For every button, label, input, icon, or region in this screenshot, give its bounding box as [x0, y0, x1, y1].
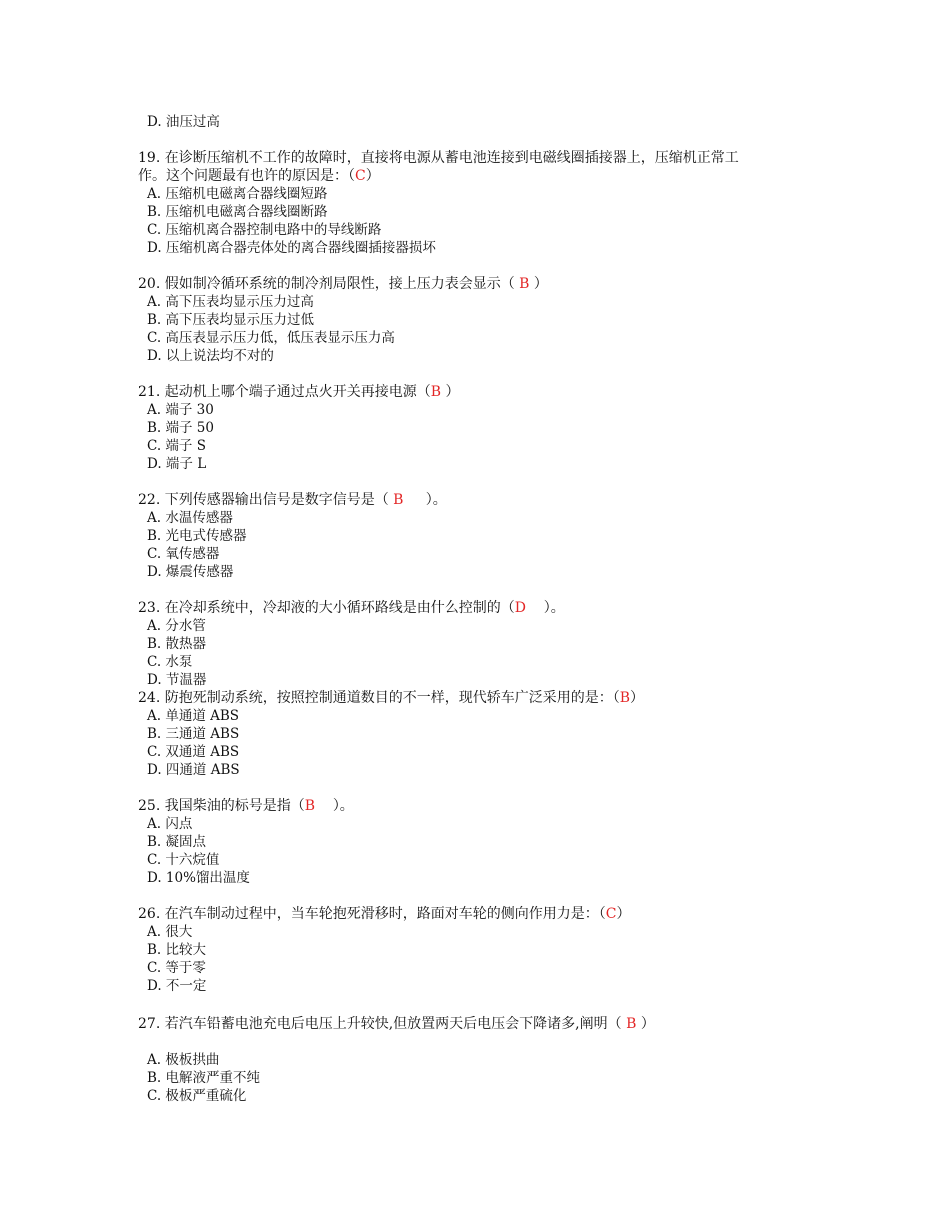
option-q21-d: D. 端子 L	[147, 456, 207, 472]
option-q24-c: C. 双通道 ABS	[147, 744, 240, 760]
option-q22-a: A. 水温传感器	[147, 510, 233, 526]
option-q19-a: A. 压缩机电磁离合器线圈短路	[147, 186, 328, 202]
option-q25-d: D. 10%馏出温度	[147, 870, 250, 886]
stem-close: ）。	[425, 492, 447, 508]
question-stem: 23. 在冷却系统中，冷却液的大小循环路线是由什么控制的（	[138, 600, 515, 616]
answer-q22: B	[388, 492, 426, 508]
option-q23-a: A. 分水管	[147, 618, 206, 634]
answer-q21: B	[430, 384, 442, 400]
option-q18-d: D. 油压过高	[147, 114, 220, 130]
stem-close: ）	[616, 906, 631, 922]
question-19-line2	[138, 167, 380, 185]
option-q20-c: C. 高压表显示压力低，低压表显示压力高	[147, 330, 395, 346]
answer-q24: B	[619, 690, 631, 706]
question-stem: 24. 防抱死制动系统，按照控制通道数目的不一样，现代轿车广泛采用的是：（	[138, 690, 620, 706]
option-q19-d: D. 压缩机离合器壳体处的离合器线圈插接器损坏	[147, 240, 436, 256]
option-q19-b: B. 压缩机电磁离合器线圈断路	[147, 204, 328, 220]
question-20	[138, 275, 548, 293]
answer-q20: B	[514, 276, 534, 292]
question-22	[138, 491, 447, 509]
answer-q27: B	[621, 1016, 641, 1032]
question-stem: 21. 起动机上哪个端子通过点火开关再接电源（	[138, 384, 431, 400]
question-stem: 26. 在汽车制动过程中，当车轮抱死滑移时，路面对车轮的侧向作用力是：（	[138, 906, 606, 922]
option-q27-c: C. 极板严重硫化	[147, 1088, 247, 1104]
option-q20-b: B. 高下压表均显示压力过低	[147, 312, 315, 328]
question-19-line1: 19. 在诊断压缩机不工作的故障时，直接将电源从蓄电池连接到电磁线圈插接器上，压缩机正常工	[138, 150, 739, 166]
stem-close: ）。	[543, 600, 565, 616]
option-q26-a: A. 很大	[147, 924, 193, 940]
question-stem: 22. 下列传感器输出信号是数字信号是（	[138, 492, 389, 508]
question-stem: 25. 我国柴油的标号是指（	[138, 798, 305, 814]
answer-q19: C	[355, 168, 366, 184]
stem-close: ）	[630, 690, 645, 706]
option-q26-c: C. 等于零	[147, 960, 206, 976]
answer-q26: C	[605, 906, 617, 922]
question-25	[138, 797, 354, 815]
stem-close: ）。	[332, 798, 354, 814]
question-stem: 20. 假如制冷循环系统的制冷剂局限性，接上压力表会显示（	[138, 276, 515, 292]
question-23	[138, 599, 565, 617]
question-stem: 作。这个问题最有也许的原因是：（	[138, 168, 355, 184]
question-27	[138, 1015, 655, 1033]
option-q20-d: D. 以上说法均不对的	[147, 348, 274, 364]
option-q26-b: B. 比较大	[147, 942, 207, 958]
option-q22-c: C. 氧传感器	[147, 546, 220, 562]
option-q24-b: B. 三通道 ABS	[147, 726, 240, 742]
stem-close: ）	[533, 276, 548, 292]
option-q24-a: A. 单通道 ABS	[147, 708, 240, 724]
option-q21-c: C. 端子 S	[147, 438, 206, 454]
option-q23-b: B. 散热器	[147, 636, 207, 652]
stem-close: ）	[365, 168, 380, 184]
option-q24-d: D. 四通道 ABS	[147, 762, 240, 778]
option-q21-b: B. 端子 50	[147, 420, 214, 436]
option-q25-b: B. 凝固点	[147, 834, 207, 850]
stem-close: ）	[441, 384, 460, 400]
answer-q25: B	[304, 798, 333, 814]
option-q25-c: C. 十六烷值	[147, 852, 220, 868]
question-stem: 27. 若汽车铅蓄电池充电后电压上升较快,但放置两天后电压会下降诸多,阐明（	[138, 1016, 622, 1032]
question-26	[138, 905, 630, 923]
answer-q23: D	[514, 600, 544, 616]
question-24	[138, 689, 644, 707]
option-q27-b: B. 电解液严重不纯	[147, 1070, 261, 1086]
option-q22-d: D. 爆震传感器	[147, 564, 234, 580]
option-q23-c: C. 水泵	[147, 654, 193, 670]
option-q27-a: A. 极板拱曲	[147, 1052, 220, 1068]
option-q21-a: A. 端子 30	[147, 402, 214, 418]
stem-close: ）	[640, 1016, 655, 1032]
option-q23-d: D. 节温器	[147, 672, 207, 688]
option-q25-a: A. 闪点	[147, 816, 193, 832]
option-q19-c: C. 压缩机离合器控制电路中的导线断路	[147, 222, 382, 238]
option-q26-d: D. 不一定	[147, 978, 207, 994]
option-q22-b: B. 光电式传感器	[147, 528, 247, 544]
question-21	[138, 383, 459, 401]
option-q20-a: A. 高下压表均显示压力过高	[147, 294, 314, 310]
